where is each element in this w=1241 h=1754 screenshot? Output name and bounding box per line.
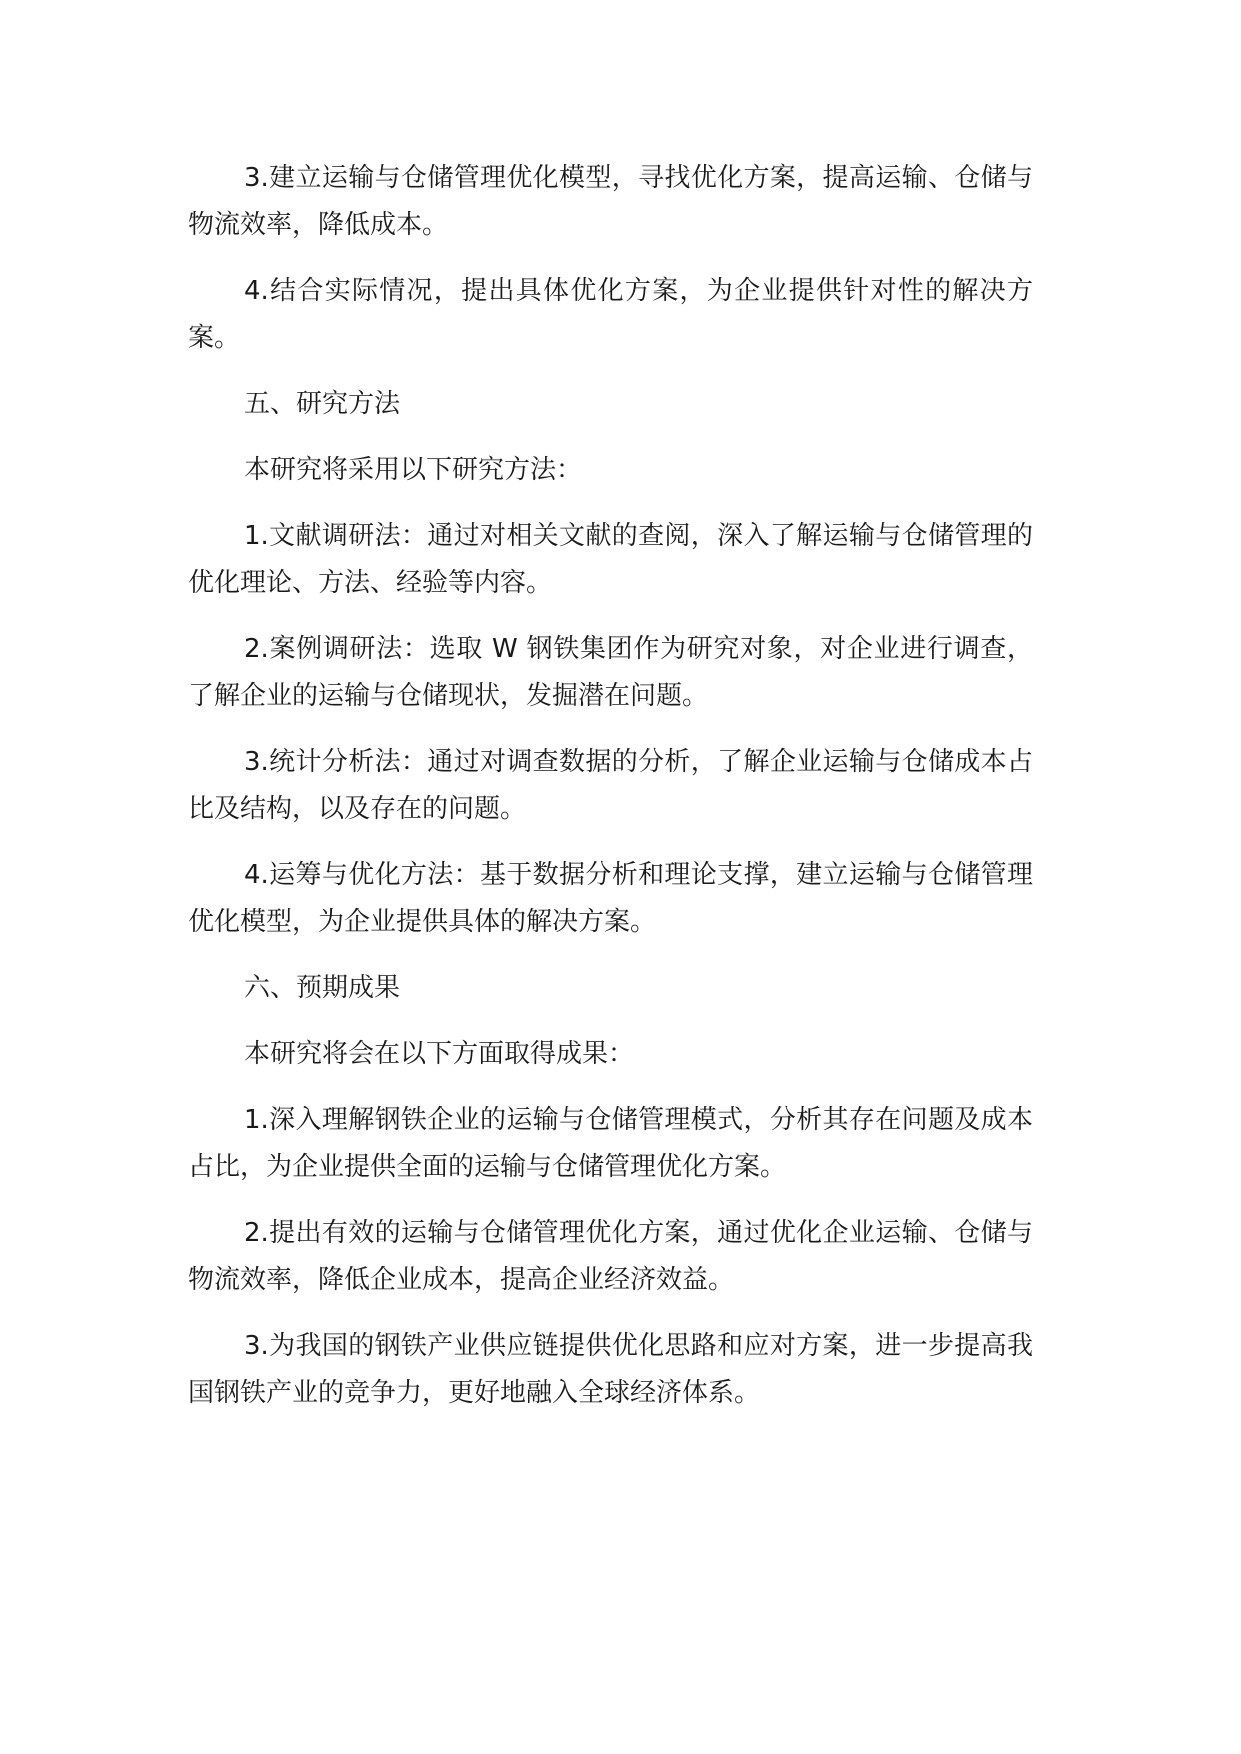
paragraph-outcome-3: 3.为我国的钢铁产业供应链提供优化思路和应对方案，进一步提高我国钢铁产业的竞争力，更好地融入全球经济体系。 bbox=[188, 1331, 1033, 1408]
paragraph-method-1: 1.文献调研法：通过对相关文献的查阅，深入了解运输与仓储管理的优化理论、方法、经验等内容。 bbox=[188, 521, 1033, 598]
paragraph-method-2: 2.案例调研法：选取 W 钢铁集团作为研究对象，对企业进行调查，了解企业的运输与仓储现状，发掘潜在问题。 bbox=[188, 634, 1033, 711]
section-heading-methods: 五、研究方法 bbox=[244, 389, 401, 419]
section-heading-outcomes: 六、预期成果 bbox=[244, 973, 401, 1003]
paragraph-outcomes-intro: 本研究将会在以下方面取得成果： bbox=[244, 1039, 635, 1069]
paragraph-outcome-1: 1.深入理解钢铁企业的运输与仓储管理模式，分析其存在问题及成本占比，为企业提供全面的运输与仓储管理优化方案。 bbox=[188, 1105, 1033, 1182]
paragraph-method-4: 4.运筹与优化方法：基于数据分析和理论支撑，建立运输与仓储管理优化模型，为企业提供具体的解决方案。 bbox=[188, 860, 1033, 937]
paragraph-method-3: 3.统计分析法：通过对调查数据的分析，了解企业运输与仓储成本占比及结构，以及存在的问题。 bbox=[188, 747, 1033, 824]
paragraph-objective-3: 3.建立运输与仓储管理优化模型，寻找优化方案，提高运输、仓储与物流效率，降低成本。 bbox=[188, 163, 1033, 240]
document-body bbox=[188, 155, 1033, 1436]
paragraph-objective-4: 4.结合实际情况，提出具体优化方案，为企业提供针对性的解决方案。 bbox=[188, 276, 1033, 353]
paragraph-methods-intro: 本研究将采用以下研究方法： bbox=[244, 455, 583, 485]
paragraph-outcome-2: 2.提出有效的运输与仓储管理优化方案，通过优化企业运输、仓储与物流效率，降低企业成本，提高企业经济效益。 bbox=[188, 1218, 1033, 1295]
